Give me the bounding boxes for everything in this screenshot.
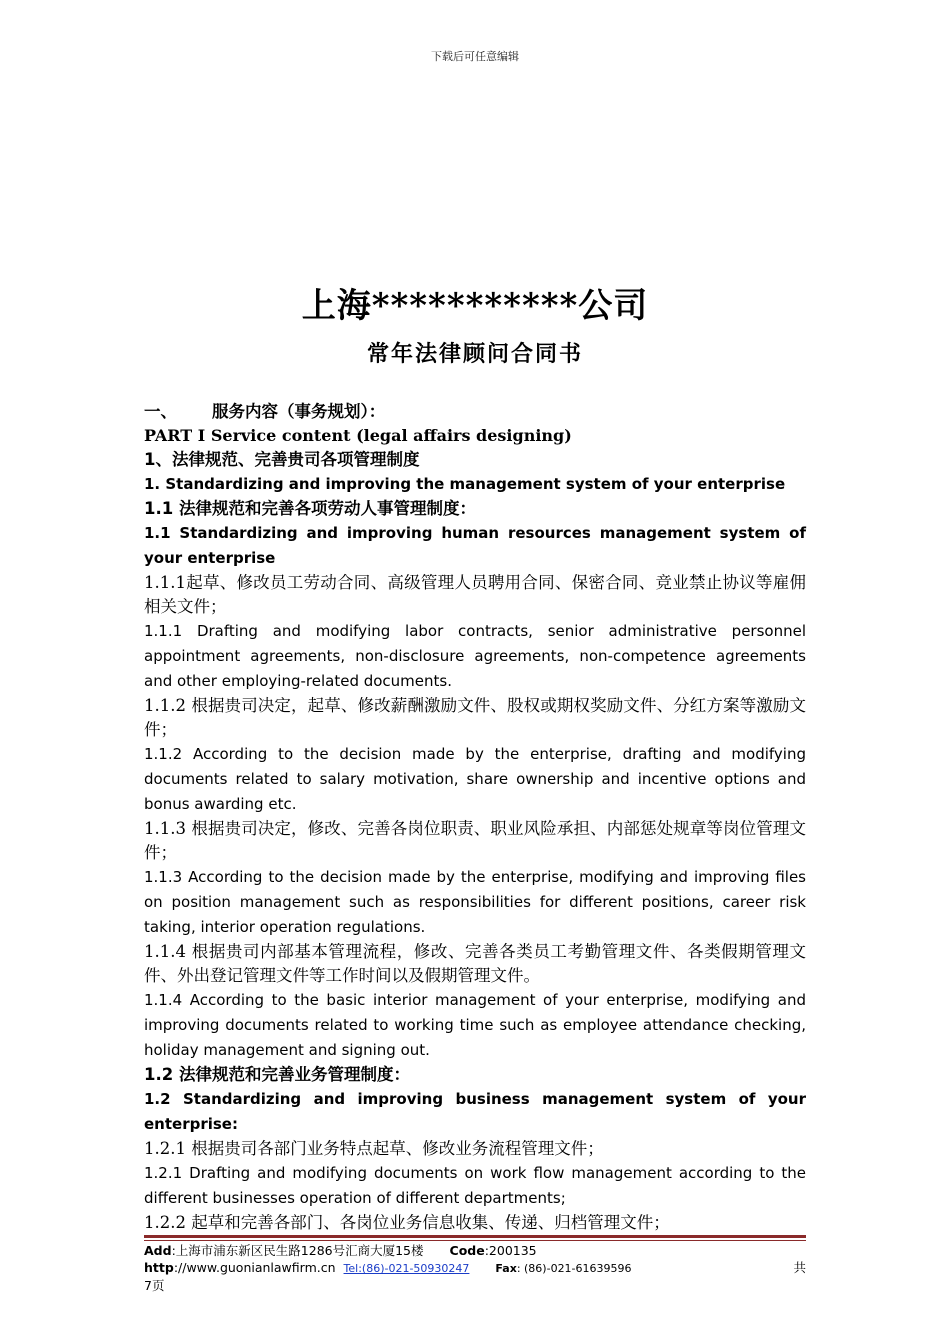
code-label: Code [449,1243,485,1258]
paragraph: 1.1.4 根据贵司内部基本管理流程，修改、完善各类员工考勤管理文件、各类假期管理文件、外出登记管理文件等工作时间以及假期管理文件。 [144,942,806,985]
page-total-count: 7页 [144,1278,165,1293]
footer-divider [144,1235,806,1241]
section-title: 服务内容（事务规划）： [212,402,386,421]
address-value: :上海市浦东新区民生路1286号汇商大厦15楼 [171,1243,424,1258]
document-title: 上海***********公司 [301,286,649,326]
paragraph: 1.2 Standardizing and improving business management system of your enterprise: [144,1090,806,1133]
website-value: ://www.guonianlawfirm.cn [173,1260,336,1275]
paragraph: 1.1.4 According to the basic interior management of your enterprise, modifying and improving documents related to working time such as employee attendance checking, holiday management and signing out. [144,991,806,1059]
tel-link[interactable]: Tel:(86)-021-50930247 [343,1262,470,1275]
section-number: 一、 [144,402,177,421]
paragraph: 1.1.3 根据贵司决定，修改、完善各岗位职责、职业风险承担、内部惩处规章等岗位管理文件； [144,819,806,862]
paragraph: PART Ⅰ Service content (legal affairs designing) [144,426,572,445]
paragraph: 1.2.1 根据贵司各部门业务特点起草、修改业务流程管理文件； [144,1139,604,1158]
paragraph: 1.2.2 起草和完善各部门、各岗位业务信息收集、传递、归档管理文件； [144,1213,670,1232]
paragraph: 1.1.3 According to the decision made by the enterprise, modifying and improving files on position management such as responsibilities for different positions, career risk taking, interior operation regulations. [144,868,806,936]
address-label: Add [144,1243,172,1258]
paragraph: 1. Standardizing and improving the management system of your enterprise [144,475,786,493]
paragraph: 1.2.1 Drafting and modifying documents on work flow management according to the different businesses operation of different departments; [144,1164,806,1207]
paragraph: 1.1.2 According to the decision made by the enterprise, drafting and modifying documents related to salary motivation, share ownership and incentive options and bonus awarding etc. [144,745,806,813]
paragraph: 1.1.1起草、修改员工劳动合同、高级管理人员聘用合同、保密合同、竞业禁止协议等雇佣相关文件； [144,573,806,616]
header-note: 下载后可任意编辑 [431,50,519,63]
section-heading [144,400,806,424]
paragraph: 1、法律规范、完善贵司各项管理制度 [144,450,420,469]
footer-address-row [144,1242,806,1259]
footer-page-row [144,1277,806,1294]
http-label: http [144,1260,174,1275]
paragraph: 1.1.2 根据贵司决定，起草、修改薪酬激励文件、股权或期权奖励文件、分红方案等激励文件； [144,696,806,739]
code-value: :200135 [484,1243,537,1258]
document-subtitle: 常年法律顾问合同书 [366,341,583,367]
fax-value: : (86)-021-61639596 [516,1262,632,1275]
paragraph: 1.2 法律规范和完善业务管理制度： [144,1065,410,1084]
paragraph: 1.1 Standardizing and improving human resources management system of your enterprise [144,524,806,567]
page-footer [144,1242,806,1294]
page-total-prefix: 共 [793,1260,806,1275]
fax-label: Fax [495,1262,517,1275]
paragraph: 1.1 法律规范和完善各项劳动人事管理制度： [144,499,476,518]
footer-contact-row [144,1259,806,1277]
paragraph: 1.1.1 Drafting and modifying labor contracts, senior administrative personnel appointment agreements, non-disclosure agreements, non-competence agreements and other employing-related documents. [144,622,806,690]
document-body [144,400,806,1235]
